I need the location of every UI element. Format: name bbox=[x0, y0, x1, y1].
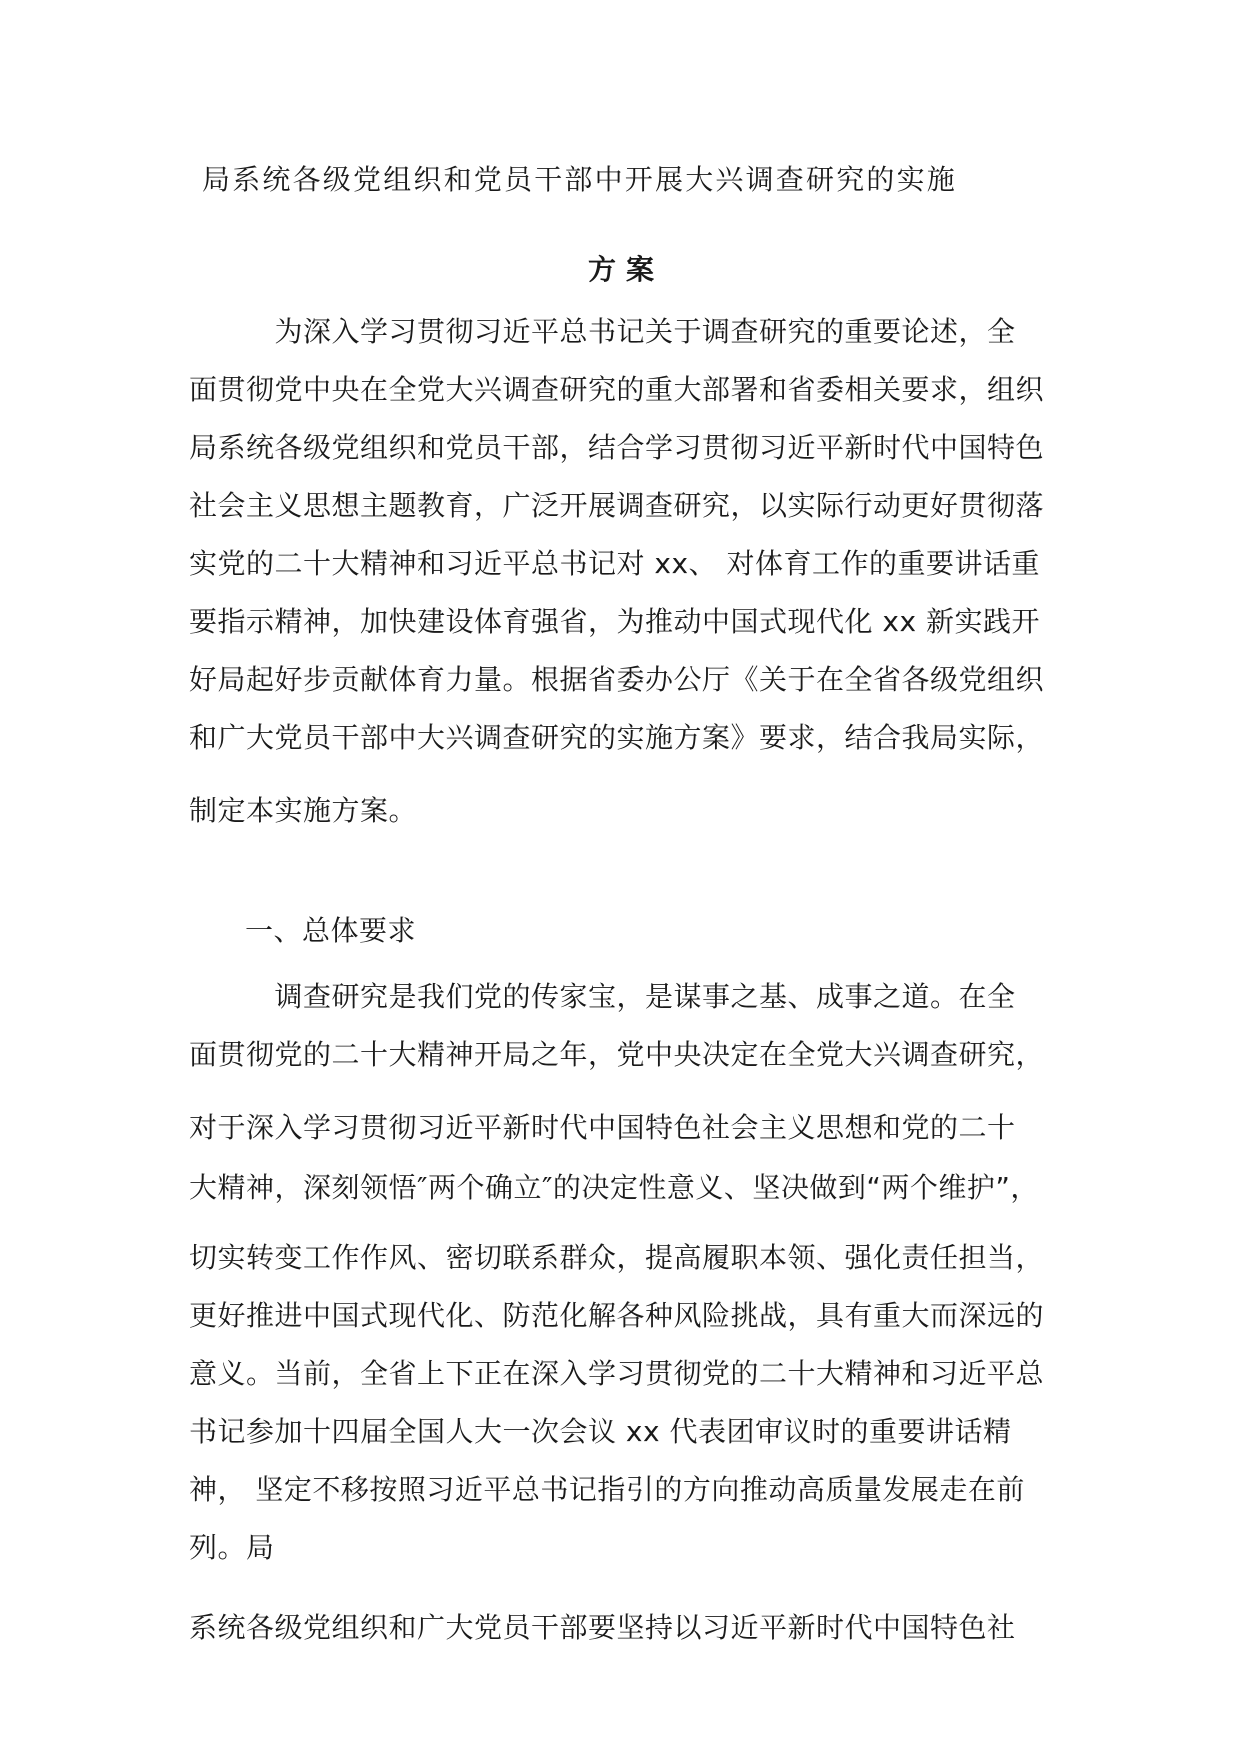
document-title-line-2: 方案 bbox=[588, 253, 665, 286]
section-heading: 一、总体要求 bbox=[245, 914, 417, 947]
text-line: 好局起好步贡献体育力量。根据省委办公厅《关于在全省各级党组织 bbox=[189, 663, 1045, 696]
text-line: 实党的二十大精神和习近平总书记对 xx、 对体育工作的重要讲话重 bbox=[189, 547, 1040, 580]
text-line: 面贯彻党的二十大精神开局之年，党中央决定在全党大兴调查研究， bbox=[189, 1038, 1045, 1071]
text-line: 神， 坚定不移按照习近平总书记指引的方向推动高质量发展走在前 bbox=[189, 1473, 1025, 1506]
text-line: 局系统各级党组织和党员干部，结合学习贯彻习近平新时代中国特色 bbox=[189, 431, 1045, 464]
text-line: 社会主义思想主题教育，广泛开展调查研究，以实际行动更好贯彻落 bbox=[189, 489, 1045, 522]
text-line: 列。局 bbox=[189, 1531, 275, 1564]
text-line: 对于深入学习贯彻习近平新时代中国特色社会主义思想和党的二十 bbox=[189, 1111, 1016, 1144]
text-line: 切实转变工作作风、密切联系群众，提高履职本领、强化责任担当， bbox=[189, 1241, 1045, 1274]
text-line: 更好推进中国式现代化、防范化解各种风险挑战，具有重大而深远的 bbox=[189, 1299, 1045, 1332]
text-line: 要指示精神，加快建设体育强省，为推动中国式现代化 xx 新实践开 bbox=[189, 605, 1040, 638]
text-line: 面贯彻党中央在全党大兴调查研究的重大部署和省委相关要求，组织 bbox=[189, 373, 1045, 406]
text-line: 系统各级党组织和广大党员干部要坚持以习近平新时代中国特色社 bbox=[189, 1611, 1016, 1644]
text-line: 调查研究是我们党的传家宝，是谋事之基、成事之道。在全 bbox=[189, 980, 1016, 1013]
text-line: 意义。当前，全省上下正在深入学习贯彻党的二十大精神和习近平总 bbox=[189, 1357, 1045, 1390]
text-line: 为深入学习贯彻习近平总书记关于调查研究的重要论述，全 bbox=[189, 315, 1016, 348]
text-line: 制定本实施方案。 bbox=[189, 794, 418, 827]
text-line: 书记参加十四届全国人大一次会议 xx 代表团审议时的重要讲话精 bbox=[189, 1415, 1012, 1448]
document-title-line-1: 局系统各级党组织和党员干部中开展大兴调查研究的实施 bbox=[202, 163, 958, 196]
text-line: 和广大党员干部中大兴调查研究的实施方案》要求，结合我局实际， bbox=[189, 721, 1045, 754]
text-line: 大精神，深刻领悟″两个确立″的决定性意义、坚决做到“两个维护”， bbox=[189, 1171, 1039, 1204]
